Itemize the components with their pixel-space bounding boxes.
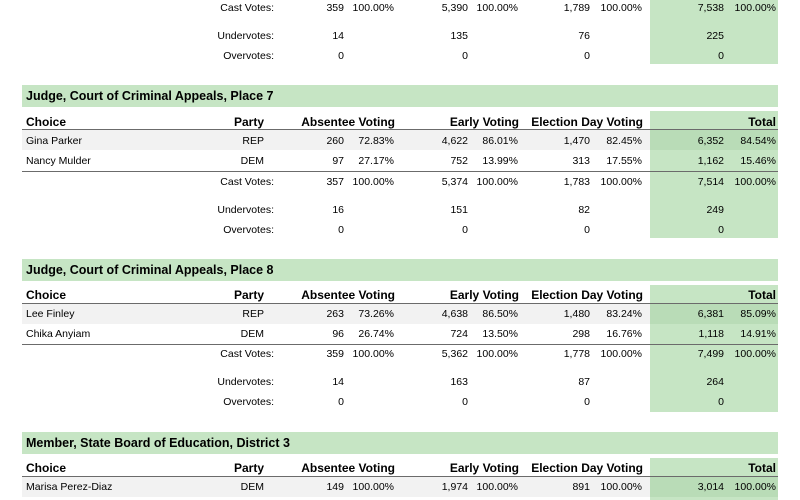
- candidates-divider: [22, 344, 778, 345]
- candidate-name: Chika Anyiam: [26, 328, 91, 340]
- early-overvotes: 0: [462, 224, 468, 236]
- election-day-overvotes: 0: [584, 50, 590, 62]
- election-day-votes: 1,778: [563, 348, 590, 360]
- total-undervotes: 249: [706, 204, 724, 216]
- column-header-election-day: Election Day Voting: [531, 461, 643, 475]
- total-undervotes: 225: [706, 30, 724, 42]
- absentee-undervotes: 14: [332, 30, 344, 42]
- absentee-votes: 357: [326, 176, 344, 188]
- early-votes: 724: [450, 328, 468, 340]
- absentee-votes: 97: [332, 155, 344, 167]
- absentee-percent: 73.26%: [358, 308, 394, 320]
- election-day-votes: 1,783: [563, 176, 590, 188]
- column-header-choice: Choice: [26, 288, 67, 302]
- absentee-undervotes: 14: [332, 376, 344, 388]
- candidate-party: DEM: [240, 328, 264, 340]
- column-header-absentee: Absentee Voting: [301, 115, 395, 129]
- early-votes: 1,974: [441, 481, 468, 493]
- candidate-party: REP: [242, 135, 264, 147]
- absentee-votes: 359: [326, 2, 344, 14]
- early-overvotes: 0: [462, 50, 468, 62]
- candidate-name: Gina Parker: [26, 135, 83, 147]
- election-day-overvotes: 0: [584, 396, 590, 408]
- early-percent: 100.00%: [476, 2, 518, 14]
- absentee-percent: 100.00%: [352, 2, 394, 14]
- column-header-total: Total: [748, 288, 776, 302]
- candidates-divider: [22, 171, 778, 172]
- total-votes: 7,499: [697, 348, 724, 360]
- overvotes-label: Overvotes:: [223, 396, 274, 408]
- total-votes: 7,538: [697, 2, 724, 14]
- candidate-name: Lee Finley: [26, 308, 75, 320]
- absentee-overvotes: 0: [338, 50, 344, 62]
- total-percent: 100.00%: [734, 2, 776, 14]
- early-votes: 5,362: [441, 348, 468, 360]
- early-undervotes: 151: [450, 204, 468, 216]
- absentee-undervotes: 16: [332, 204, 344, 216]
- total-votes: 1,162: [697, 155, 724, 167]
- absentee-percent: 100.00%: [352, 481, 394, 493]
- election-day-votes: 298: [572, 328, 590, 340]
- column-header-choice: Choice: [26, 461, 67, 475]
- early-overvotes: 0: [462, 396, 468, 408]
- column-header-party: Party: [233, 288, 264, 302]
- race-title: Judge, Court of Criminal Appeals, Place 8: [26, 263, 274, 277]
- column-header-total: Total: [748, 115, 776, 129]
- candidate-name: Marisa Perez-Diaz: [26, 481, 113, 493]
- election-day-votes: 313: [572, 155, 590, 167]
- total-percent: 14.91%: [740, 328, 776, 340]
- column-header-election-day: Election Day Voting: [531, 115, 643, 129]
- election-day-percent: 82.45%: [606, 135, 642, 147]
- column-header-party: Party: [233, 115, 264, 129]
- early-percent: 13.99%: [482, 155, 518, 167]
- election-day-percent: 83.24%: [606, 308, 642, 320]
- total-votes: 6,381: [697, 308, 724, 320]
- absentee-votes: 260: [326, 135, 344, 147]
- absentee-percent: 26.74%: [358, 328, 394, 340]
- column-header-absentee: Absentee Voting: [301, 461, 395, 475]
- election-day-undervotes: 87: [578, 376, 590, 388]
- absentee-percent: 100.00%: [352, 348, 394, 360]
- total-votes: 7,514: [697, 176, 724, 188]
- election-day-undervotes: 76: [578, 30, 590, 42]
- column-header-early: Early Voting: [449, 288, 519, 302]
- overvotes-label: Overvotes:: [223, 224, 274, 236]
- absentee-votes: 359: [326, 348, 344, 360]
- candidate-party: DEM: [240, 481, 264, 493]
- column-header-early: Early Voting: [449, 461, 519, 475]
- column-header-choice: Choice: [26, 115, 67, 129]
- early-votes: 5,374: [441, 176, 468, 188]
- election-day-overvotes: 0: [584, 224, 590, 236]
- early-percent: 100.00%: [476, 481, 518, 493]
- absentee-votes: 263: [326, 308, 344, 320]
- column-header-early: Early Voting: [449, 115, 519, 129]
- early-percent: 100.00%: [476, 176, 518, 188]
- undervotes-label: Undervotes:: [217, 376, 274, 388]
- early-percent: 13.50%: [482, 328, 518, 340]
- election-day-percent: 16.76%: [606, 328, 642, 340]
- early-percent: 86.50%: [482, 308, 518, 320]
- election-day-votes: 1,480: [563, 308, 590, 320]
- total-overvotes: 0: [718, 224, 724, 236]
- early-votes: 4,622: [441, 135, 468, 147]
- column-header-party: Party: [233, 461, 264, 475]
- election-day-percent: 17.55%: [606, 155, 642, 167]
- absentee-percent: 27.17%: [358, 155, 394, 167]
- candidate-party: REP: [242, 308, 264, 320]
- total-votes: 6,352: [697, 135, 724, 147]
- cast-votes-label: Cast Votes:: [220, 176, 274, 188]
- undervotes-label: Undervotes:: [217, 30, 274, 42]
- column-header-election-day: Election Day Voting: [531, 288, 643, 302]
- candidate-name: Nancy Mulder: [26, 155, 91, 167]
- total-percent: 84.54%: [740, 135, 776, 147]
- total-undervotes: 264: [706, 376, 724, 388]
- election-day-votes: 1,789: [563, 2, 590, 14]
- election-day-votes: 1,470: [563, 135, 590, 147]
- election-day-votes: 891: [572, 481, 590, 493]
- election-day-percent: 100.00%: [600, 176, 642, 188]
- absentee-votes: 96: [332, 328, 344, 340]
- total-percent: 85.09%: [740, 308, 776, 320]
- early-votes: 4,638: [441, 308, 468, 320]
- early-votes: 752: [450, 155, 468, 167]
- race-title: Member, State Board of Education, District 3: [26, 436, 290, 450]
- election-day-undervotes: 82: [578, 204, 590, 216]
- total-percent: 100.00%: [734, 348, 776, 360]
- overvotes-label: Overvotes:: [223, 50, 274, 62]
- absentee-overvotes: 0: [338, 396, 344, 408]
- candidate-party: DEM: [240, 155, 264, 167]
- early-votes: 5,390: [441, 2, 468, 14]
- absentee-votes: 149: [326, 481, 344, 493]
- election-day-percent: 100.00%: [600, 2, 642, 14]
- election-day-percent: 100.00%: [600, 481, 642, 493]
- total-votes: 3,014: [697, 481, 724, 493]
- early-percent: 86.01%: [482, 135, 518, 147]
- total-overvotes: 0: [718, 50, 724, 62]
- undervotes-label: Undervotes:: [217, 204, 274, 216]
- early-undervotes: 135: [450, 30, 468, 42]
- column-header-total: Total: [748, 461, 776, 475]
- total-percent: 100.00%: [734, 176, 776, 188]
- early-undervotes: 163: [450, 376, 468, 388]
- column-header-absentee: Absentee Voting: [301, 288, 395, 302]
- absentee-percent: 72.83%: [358, 135, 394, 147]
- early-percent: 100.00%: [476, 348, 518, 360]
- total-votes: 1,118: [698, 328, 724, 340]
- race-title: Judge, Court of Criminal Appeals, Place 7: [26, 89, 274, 103]
- absentee-percent: 100.00%: [352, 176, 394, 188]
- cast-votes-label: Cast Votes:: [220, 348, 274, 360]
- total-overvotes: 0: [718, 396, 724, 408]
- absentee-overvotes: 0: [338, 224, 344, 236]
- cast-votes-label: Cast Votes:: [220, 2, 274, 14]
- total-percent: 15.46%: [740, 155, 776, 167]
- total-percent: 100.00%: [734, 481, 776, 493]
- election-day-percent: 100.00%: [600, 348, 642, 360]
